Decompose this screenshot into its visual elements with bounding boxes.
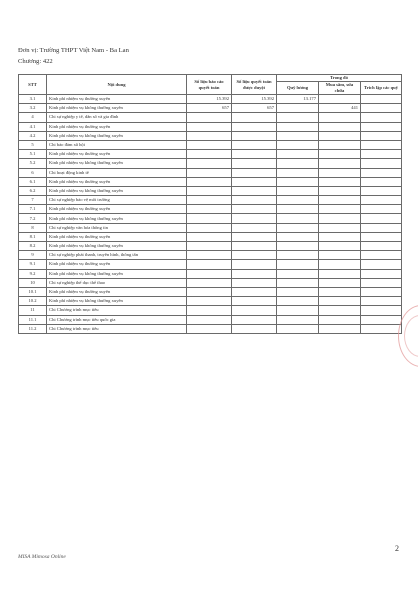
row-stt: 9.1 (19, 260, 47, 269)
row-reported: 15.392 (187, 95, 232, 104)
row-reserve (361, 95, 402, 104)
row-procurement (319, 150, 361, 159)
row-procurement (319, 186, 361, 195)
row-salary (277, 242, 319, 251)
table-row (19, 278, 402, 287)
row-procurement (319, 278, 361, 287)
row-salary (277, 159, 319, 168)
row-approved (232, 113, 277, 122)
table-row (19, 242, 402, 251)
row-content: Kinh phí nhiệm vụ không thường xuyên (47, 131, 187, 140)
row-stt: 5.1 (19, 150, 47, 159)
table-row (19, 150, 402, 159)
row-procurement (319, 95, 361, 104)
row-content: Chi sự nghiệp y tế, dân số và gia đình (47, 113, 187, 122)
row-stt: 8.2 (19, 242, 47, 251)
row-reserve (361, 150, 402, 159)
row-content: Chi bảo đảm xã hội (47, 140, 187, 149)
row-reserve (361, 113, 402, 122)
row-reported (187, 260, 232, 269)
row-approved (232, 177, 277, 186)
row-stt: 5 (19, 140, 47, 149)
row-reserve (361, 242, 402, 251)
row-content: Chi sự nghiệp văn hóa thông tin (47, 223, 187, 232)
row-procurement (319, 297, 361, 306)
row-stt: 8.1 (19, 232, 47, 241)
row-reported (187, 223, 232, 232)
header-salary: Quỹ lương (277, 82, 319, 95)
settlement-table (18, 74, 402, 334)
row-procurement (319, 315, 361, 324)
row-reported (187, 315, 232, 324)
row-approved (232, 242, 277, 251)
row-reserve (361, 205, 402, 214)
row-reserve (361, 122, 402, 131)
row-reserve (361, 177, 402, 186)
row-approved (232, 306, 277, 315)
row-reported (187, 159, 232, 168)
table-row (19, 223, 402, 232)
row-reserve (361, 159, 402, 168)
row-procurement (319, 242, 361, 251)
row-approved (232, 251, 277, 260)
row-approved (232, 269, 277, 278)
table-row (19, 196, 402, 205)
row-reported (187, 306, 232, 315)
row-stt: 11 (19, 306, 47, 315)
header-reported: Số liệu báo cáo quyết toán (187, 75, 232, 95)
row-content: Kinh phí nhiệm vụ thường xuyên (47, 287, 187, 296)
row-reported (187, 269, 232, 278)
row-salary: 13.177 (277, 95, 319, 104)
row-stt: 9.2 (19, 269, 47, 278)
row-content: Kinh phí nhiệm vụ thường xuyên (47, 150, 187, 159)
row-stt: 7 (19, 196, 47, 205)
row-reported (187, 232, 232, 241)
row-procurement (319, 131, 361, 140)
row-reserve (361, 232, 402, 241)
header-reserve: Trích lập các quỹ (361, 82, 402, 95)
row-approved (232, 232, 277, 241)
table-body (19, 95, 402, 334)
row-stt: 4.1 (19, 122, 47, 131)
row-approved (232, 278, 277, 287)
row-content: Chi Chương trình mục tiêu (47, 306, 187, 315)
row-stt: 3.1 (19, 95, 47, 104)
row-stt: 8 (19, 223, 47, 232)
row-procurement (319, 196, 361, 205)
row-approved (232, 297, 277, 306)
table-row (19, 205, 402, 214)
row-reported (187, 324, 232, 333)
header-approved: Số liệu quyết toán được duyệt (232, 75, 277, 95)
chapter-code: Chương: 422 (18, 58, 53, 65)
table-row (19, 260, 402, 269)
row-procurement (319, 140, 361, 149)
row-salary (277, 278, 319, 287)
row-stt: 5.2 (19, 159, 47, 168)
row-reported (187, 177, 232, 186)
row-approved (232, 131, 277, 140)
table-row (19, 287, 402, 296)
row-procurement (319, 168, 361, 177)
row-reported (187, 214, 232, 223)
row-reported (187, 242, 232, 251)
row-stt: 6.1 (19, 177, 47, 186)
row-approved: 15.392 (232, 95, 277, 104)
row-stt: 10.2 (19, 297, 47, 306)
row-procurement: 441 (319, 104, 361, 113)
row-reported (187, 287, 232, 296)
table-row (19, 95, 402, 104)
row-procurement (319, 260, 361, 269)
table-row (19, 104, 402, 113)
row-reported (187, 131, 232, 140)
row-salary (277, 260, 319, 269)
row-content: Kinh phí nhiệm vụ không thường xuyên (47, 242, 187, 251)
row-salary (277, 131, 319, 140)
row-salary (277, 140, 319, 149)
row-procurement (319, 177, 361, 186)
row-stt: 3.2 (19, 104, 47, 113)
row-salary (277, 205, 319, 214)
row-salary (277, 113, 319, 122)
row-reserve (361, 260, 402, 269)
software-footer: MISA Mimosa Online (18, 554, 66, 560)
row-reported (187, 196, 232, 205)
row-content: Kinh phí nhiệm vụ không thường xuyên (47, 269, 187, 278)
table-row (19, 159, 402, 168)
row-approved (232, 196, 277, 205)
row-approved (232, 287, 277, 296)
row-stt: 11.1 (19, 315, 47, 324)
row-content: Chi Chương trình mục tiêu (47, 324, 187, 333)
row-content: Kinh phí nhiệm vụ thường xuyên (47, 122, 187, 131)
row-approved: 657 (232, 104, 277, 113)
header-content: Nội dung (47, 75, 187, 95)
row-reserve (361, 223, 402, 232)
row-approved (232, 214, 277, 223)
row-procurement (319, 287, 361, 296)
row-reserve (361, 140, 402, 149)
row-approved (232, 324, 277, 333)
row-approved (232, 159, 277, 168)
row-stt: 6.2 (19, 186, 47, 195)
row-procurement (319, 269, 361, 278)
row-reserve (361, 251, 402, 260)
row-procurement (319, 113, 361, 122)
row-stt: 4.2 (19, 131, 47, 140)
row-reported (187, 278, 232, 287)
row-content: Chi sự nghiệp bảo vệ môi trường (47, 196, 187, 205)
row-reserve (361, 306, 402, 315)
row-content: Kinh phí nhiệm vụ thường xuyên (47, 95, 187, 104)
row-procurement (319, 205, 361, 214)
row-reserve (361, 131, 402, 140)
row-reported (187, 140, 232, 149)
page-number: 2 (395, 544, 399, 553)
table-row (19, 269, 402, 278)
row-content: Kinh phí nhiệm vụ thường xuyên (47, 260, 187, 269)
row-approved (232, 122, 277, 131)
row-salary (277, 177, 319, 186)
row-content: Kinh phí nhiệm vụ thường xuyên (47, 177, 187, 186)
row-salary (277, 214, 319, 223)
row-content: Chi Chương trình mục tiêu quốc gia (47, 315, 187, 324)
table-row (19, 122, 402, 131)
row-approved (232, 315, 277, 324)
table-row (19, 168, 402, 177)
row-salary (277, 122, 319, 131)
row-reserve (361, 168, 402, 177)
row-reported (187, 113, 232, 122)
table-row (19, 177, 402, 186)
row-reported (187, 186, 232, 195)
table-row (19, 113, 402, 122)
row-salary (277, 150, 319, 159)
table-row (19, 186, 402, 195)
table-row (19, 251, 402, 260)
row-procurement (319, 232, 361, 241)
row-content: Kinh phí nhiệm vụ không thường xuyên (47, 186, 187, 195)
row-salary (277, 315, 319, 324)
row-reserve (361, 287, 402, 296)
row-content: Chi sự nghiệp phát thanh, truyền hình, thông tấn (47, 251, 187, 260)
row-approved (232, 168, 277, 177)
row-stt: 7.2 (19, 214, 47, 223)
row-reported (187, 297, 232, 306)
row-reported (187, 168, 232, 177)
row-salary (277, 223, 319, 232)
row-salary (277, 324, 319, 333)
row-content: Kinh phí nhiệm vụ thường xuyên (47, 232, 187, 241)
row-salary (277, 196, 319, 205)
row-reserve (361, 278, 402, 287)
row-approved (232, 186, 277, 195)
row-approved (232, 205, 277, 214)
row-reported: 657 (187, 104, 232, 113)
row-reserve (361, 104, 402, 113)
table-row (19, 232, 402, 241)
row-reserve (361, 324, 402, 333)
row-procurement (319, 122, 361, 131)
row-content: Kinh phí nhiệm vụ không thường xuyên (47, 214, 187, 223)
row-reported (187, 150, 232, 159)
table-row (19, 214, 402, 223)
row-reserve (361, 315, 402, 324)
header-stt: STT (19, 75, 47, 95)
row-salary (277, 104, 319, 113)
row-content: Kinh phí nhiệm vụ không thường xuyên (47, 104, 187, 113)
table-row (19, 315, 402, 324)
row-procurement (319, 251, 361, 260)
row-procurement (319, 306, 361, 315)
row-salary (277, 287, 319, 296)
row-stt: 4 (19, 113, 47, 122)
header-group: Trong đó (277, 75, 402, 82)
row-salary (277, 306, 319, 315)
row-stt: 9 (19, 251, 47, 260)
row-content: Kinh phí nhiệm vụ không thường xuyên (47, 297, 187, 306)
row-salary (277, 251, 319, 260)
row-procurement (319, 223, 361, 232)
row-salary (277, 232, 319, 241)
row-salary (277, 186, 319, 195)
row-content: Kinh phí nhiệm vụ thường xuyên (47, 205, 187, 214)
row-stt: 6 (19, 168, 47, 177)
row-reserve (361, 186, 402, 195)
report-header (18, 45, 129, 67)
unit-name: Đơn vị: Trường THPT Việt Nam - Ba Lan (18, 47, 129, 54)
row-stt: 11.2 (19, 324, 47, 333)
table-row (19, 297, 402, 306)
row-approved (232, 223, 277, 232)
row-stt: 10.1 (19, 287, 47, 296)
row-procurement (319, 214, 361, 223)
row-reported (187, 251, 232, 260)
row-stt: 7.1 (19, 205, 47, 214)
table-row (19, 131, 402, 140)
header-procurement: Mua sắm, sửa chữa (319, 82, 361, 95)
row-reported (187, 205, 232, 214)
row-reserve (361, 269, 402, 278)
row-reserve (361, 214, 402, 223)
row-salary (277, 269, 319, 278)
row-reported (187, 122, 232, 131)
row-content: Chi hoạt động kinh tế (47, 168, 187, 177)
row-approved (232, 140, 277, 149)
table-row (19, 140, 402, 149)
row-stt: 10 (19, 278, 47, 287)
row-procurement (319, 324, 361, 333)
row-content: Kinh phí nhiệm vụ không thường xuyên (47, 159, 187, 168)
row-approved (232, 150, 277, 159)
row-salary (277, 297, 319, 306)
table-row (19, 324, 402, 333)
row-approved (232, 260, 277, 269)
row-reserve (361, 196, 402, 205)
row-reserve (361, 297, 402, 306)
row-content: Chi sự nghiệp thể dục thể thao (47, 278, 187, 287)
table-row (19, 306, 402, 315)
row-procurement (319, 159, 361, 168)
row-salary (277, 168, 319, 177)
